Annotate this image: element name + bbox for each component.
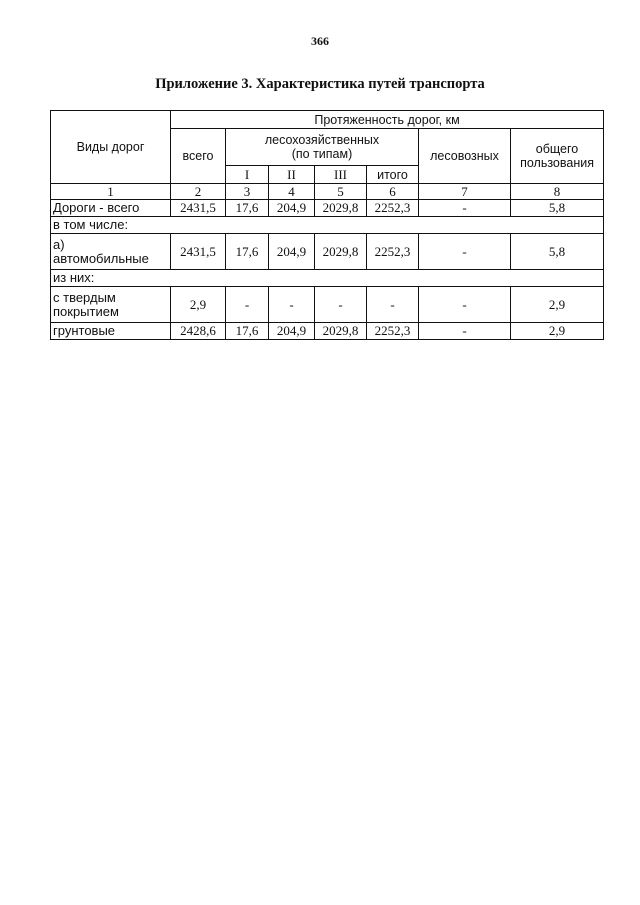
header-total: всего [171, 129, 226, 184]
cell-value: - [367, 287, 419, 323]
cell-value: 2029,8 [315, 323, 367, 340]
header-timber: лесовозных [419, 129, 511, 184]
header-public-label: общего [535, 142, 579, 156]
header-type-3: III [315, 166, 367, 184]
column-number: 3 [226, 184, 269, 200]
cell-value: 2252,3 [367, 323, 419, 340]
cell-value: 5,8 [511, 234, 604, 270]
table-row [51, 287, 604, 323]
row-label: Дороги - всего [51, 200, 171, 217]
cell-value: 2029,8 [315, 200, 367, 217]
cell-value: 2,9 [511, 287, 604, 323]
table-row [51, 270, 604, 287]
header-by-types-label: (по типам) [291, 147, 353, 161]
header-subtotal: итого [367, 166, 419, 184]
cell-value: 2428,6 [171, 323, 226, 340]
header-road-types: Виды дорог [51, 111, 171, 184]
cell-value: 2252,3 [367, 200, 419, 217]
table-row [51, 323, 604, 340]
cell-value: - [269, 287, 315, 323]
header-type-2: II [269, 166, 315, 184]
header-public-label-2: пользования [520, 156, 594, 170]
table-row [51, 217, 604, 234]
row-label-line-2: автомобильные [53, 250, 149, 266]
row-label [51, 287, 171, 323]
cell-value: 204,9 [269, 323, 315, 340]
cell-value: 2252,3 [367, 234, 419, 270]
column-number: 5 [315, 184, 367, 200]
header-forestry [226, 129, 419, 166]
column-number: 8 [511, 184, 604, 200]
table-row [51, 200, 604, 217]
column-number-row [51, 184, 604, 200]
cell-value: - [419, 234, 511, 270]
column-number: 7 [419, 184, 511, 200]
document-title: Приложение 3. Характеристика путей транспорта [155, 76, 485, 92]
row-label-line-1: с твердым [53, 289, 116, 305]
section-label: из них: [51, 270, 604, 287]
cell-value: 5,8 [511, 200, 604, 217]
column-number: 4 [269, 184, 315, 200]
header-road-length: Протяженность дорог, км [171, 111, 604, 129]
cell-value: 17,6 [226, 323, 269, 340]
cell-value: 17,6 [226, 234, 269, 270]
roads-table [50, 110, 604, 340]
cell-value: - [226, 287, 269, 323]
cell-value: 204,9 [269, 200, 315, 217]
cell-value: 2431,5 [171, 234, 226, 270]
page-number: 366 [311, 34, 329, 48]
cell-value: 2,9 [171, 287, 226, 323]
cell-value: 2431,5 [171, 200, 226, 217]
header-public [511, 129, 604, 184]
cell-value: - [419, 287, 511, 323]
header-forestry-label: лесохозяйственных [264, 133, 380, 147]
row-label [51, 234, 171, 270]
cell-value: 204,9 [269, 234, 315, 270]
row-label-line-1: а) [53, 236, 65, 252]
column-number: 6 [367, 184, 419, 200]
column-number: 1 [51, 184, 171, 200]
row-label: грунтовые [51, 323, 171, 340]
table-row [51, 234, 604, 270]
section-label: в том числе: [51, 217, 604, 234]
cell-value: - [419, 323, 511, 340]
row-label-line-2: покрытием [53, 303, 119, 319]
cell-value: 2029,8 [315, 234, 367, 270]
cell-value: 2,9 [511, 323, 604, 340]
cell-value: - [419, 200, 511, 217]
header-type-1: I [226, 166, 269, 184]
column-number: 2 [171, 184, 226, 200]
cell-value: - [315, 287, 367, 323]
cell-value: 17,6 [226, 200, 269, 217]
